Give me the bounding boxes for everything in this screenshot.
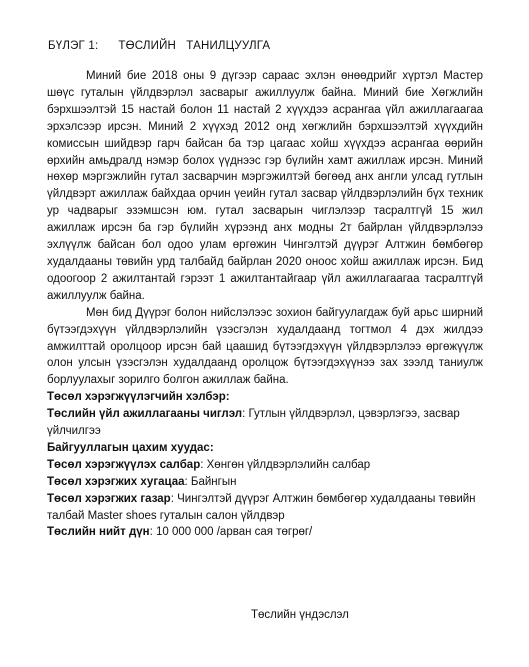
activity-direction-label: Төслийн үйл ажиллагааны чиглэл [47,408,243,421]
budget-row [47,524,483,541]
activity-direction-row [47,406,483,440]
chapter-heading [48,40,270,52]
chapter-title: ТӨСЛИЙН ТАНИЛЦУУЛГА [118,40,271,52]
location-row [47,491,483,525]
location-value: : Чингэлтэй дүүрэг Алтжин бөмбөгөр худалдааны төвийн талбай Master shoes гуталын салон үйлдвэр [47,492,476,522]
activity-direction-value: : Гутлын үйлдвэрлэл, цэвэрлэгээ, засвар үйлчилгээ [47,408,460,438]
org-email-row [47,440,483,457]
location-label: Төсөл хэрэгжих газар [47,492,171,505]
duration-value: : Байнгын [184,475,237,488]
org-email-label: Байгууллагын цахим хуудас: [47,441,214,454]
chapter-number: БҮЛЭГ 1: [48,40,99,52]
sector-value: : Хөнгөн үйлдвэрлэлийн салбар [200,458,371,471]
budget-label: Төслийн нийт дүн [47,526,150,539]
document-body [47,68,483,541]
sector-label: Төсөл хэрэгжүүлэх салбар [47,458,201,471]
goal-paragraph: Мөн бид Дүүрэг болон нийслэлээс зохион байгуулагдаж буй арьс ширний бүтээгдэхүүн үйлдвэрлэлийн үзэсгэлэн худалдаанд тогтмол 4 дэх жилдээ амжилттай оролцоор ирсэн бай цаашид бүтээгдэхүүн үйлдвэрлэлээ өргөжүүлж олон улсын үзэсгэлэн худалдаанд оролцож бүтээгдэхүүнээ зах зээлд таниулж борлуулахыг зорилго болгон ажиллаж байна. [47,306,483,387]
section-caption: Төслийн үндэслэл [251,609,349,621]
duration-label: Төсөл хэрэгжих хугацаа [47,475,185,488]
consumer-type-row [47,389,483,406]
intro-paragraph: Миний бие 2018 оны 9 дүгээр сараас эхлэн өнөөдрийг хүртэл Мастер шөүс гуталын үйлдвэрлэл засварыг ажиллуулж байна. Миний бие Хөгжлийн бэрхшээлтэй 15 настай болон 11 настай 2 хүүхдээ асрангаа үйл ажиллагаагаа эрхэлсээр ирсэн. Миний 2 хүүхэд 2012 онд хөгжлийн бэрхшээлтэй хүүхдийн комиссын шийдвэр гарч байсан ба тэр цагаас хойш хүүхдээ асрангаа өөрийн өрхийн амьдралд нэмэр болох үүднээс гэр бүлийн хамт ажиллаж ирсэн. Миний нөхөр мэргэжлийн гутал засварчин мэргэжилтэй бөгөөд анх англи улсад гутлын үйлдвэрт ажиллаж байхдаа орчин үеийн гутал засвар үйлдвэрлэлийн бүх техник ур чадварыг эзэмшсэн юм. гутал засварын чиглэлээр тасралтгүй 15 жил ажиллаж ирсэн ба гэр бүлийн хүрээнд анх модны 2т байрлан үйлдвэрлэлээ эхлүүлж байсан бол одоо улам өргөжин Чингэлтэй дүүрэг Алтжин бөмбөгөр худалдааны төвийн урд талбайд байрлан 2020 оноос хойш ажиллаж ирсэн. Бид одоогоор 2 ажилтантай гэрээт 1 ажилтантайгаар үйл ажиллагаагаа тасралтгүй ажиллуулж байна. [47,70,483,302]
budget-value: : 10 000 000 /арван сая төгрөг/ [149,526,313,539]
consumer-type-label: Төсөл хэрэгжүүлэгчийн хэлбэр: [47,391,230,404]
sector-row [47,457,483,474]
duration-row [47,474,483,491]
